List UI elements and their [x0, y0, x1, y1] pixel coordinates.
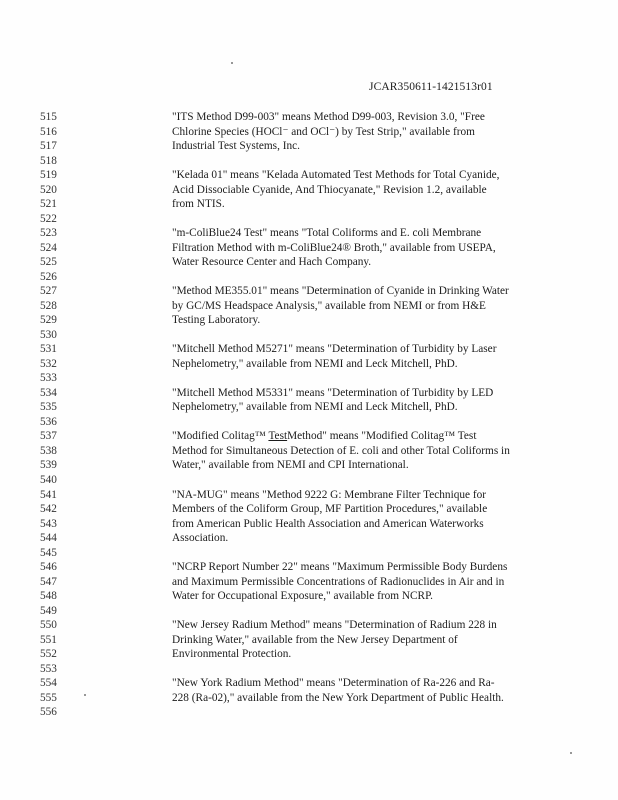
line-text: 228 (Ra-02)," available from the New York Department of Public Health.	[172, 691, 504, 704]
document-line	[0, 313, 618, 327]
line-number: 522	[40, 212, 57, 225]
line-text: Members of the Coliform Group, MF Partition Procedures," available	[172, 503, 488, 516]
document-line	[0, 618, 618, 632]
line-number: 551	[40, 633, 57, 646]
line-number: 515	[40, 111, 57, 123]
line-number: 527	[40, 285, 57, 298]
document-line	[0, 647, 618, 661]
document-id: JCAR350611-1421513r01	[369, 81, 493, 93]
line-text: Filtration Method with m-ColiBlue24® Broth," available from USEPA,	[172, 241, 496, 254]
line-text: Industrial Test Systems, Inc.	[172, 140, 300, 153]
line-number: 528	[40, 299, 57, 312]
document-line	[0, 691, 618, 705]
line-number: 552	[40, 648, 57, 661]
line-text: "New York Radium Method" means "Determination of Ra-226 and Ra-	[172, 677, 495, 690]
document-line	[0, 255, 618, 269]
document-line	[0, 299, 618, 313]
document-line	[0, 241, 618, 255]
line-text: Chlorine Species (HOCl⁻ and OCl⁻) by Test Strip," available from	[172, 125, 475, 138]
line-text: from NTIS.	[172, 198, 225, 211]
line-text: Water for Occupational Exposure," available from NCRP.	[172, 590, 433, 603]
line-text: "Method ME355.01" means "Determination of Cyanide in Drinking Water	[172, 285, 509, 298]
line-number: 543	[40, 517, 57, 530]
line-number: 542	[40, 503, 57, 516]
document-line	[0, 357, 618, 371]
line-text: by GC/MS Headspace Analysis," available from NEMI or from H&E	[172, 299, 486, 312]
line-number: 530	[40, 328, 57, 341]
line-number: 556	[40, 706, 57, 719]
line-text: Nephelometry," available from NEMI and Leck Mitchell, PhD.	[172, 357, 458, 370]
line-number: 518	[40, 154, 57, 167]
line-number: 523	[40, 227, 57, 240]
line-number: 535	[40, 401, 57, 414]
line-number: 517	[40, 140, 57, 153]
line-number: 541	[40, 488, 57, 501]
document-line	[0, 546, 618, 560]
scan-speck	[570, 752, 572, 754]
line-text: "m-ColiBlue24 Test" means "Total Coliforms and E. coli Membrane	[172, 227, 482, 240]
document-line	[0, 488, 618, 502]
document-line	[0, 429, 618, 443]
document-line	[0, 676, 618, 690]
line-text: "New Jersey Radium Method" means "Determination of Radium 228 in	[172, 619, 497, 632]
line-number: 553	[40, 662, 57, 675]
text-segment: "Modified Colitag™	[172, 430, 269, 443]
line-number: 549	[40, 604, 57, 617]
line-number: 550	[40, 619, 57, 632]
line-number: 532	[40, 357, 57, 370]
line-text: Environmental Protection.	[172, 648, 292, 661]
document-line	[0, 386, 618, 400]
line-text: Method for Simultaneous Detection of E. coli and other Total Coliforms in	[172, 444, 510, 457]
line-text: Water," available from NEMI and CPI International.	[172, 459, 409, 472]
document-line	[0, 139, 618, 153]
document-line	[0, 226, 618, 240]
document-line	[0, 197, 618, 211]
document-line	[0, 110, 618, 124]
line-number: 539	[40, 459, 57, 472]
line-number: 540	[40, 474, 57, 486]
document-line	[0, 183, 618, 197]
line-number: 546	[40, 561, 57, 574]
line-number: 520	[40, 183, 57, 196]
line-number: 545	[40, 546, 57, 559]
document-line	[0, 575, 618, 589]
line-text	[172, 429, 476, 443]
document-line	[0, 212, 618, 226]
line-text: "Kelada 01" means "Kelada Automated Test Methods for Total Cyanide,	[172, 169, 500, 182]
document-line	[0, 400, 618, 414]
line-number: 544	[40, 532, 57, 545]
document-line	[0, 604, 618, 618]
line-number: 516	[40, 125, 57, 138]
line-text: "NCRP Report Number 22" means "Maximum Permissible Body Burdens	[172, 561, 508, 574]
line-number: 548	[40, 590, 57, 603]
document-line	[0, 560, 618, 574]
scan-speck	[84, 694, 86, 696]
line-text: Testing Laboratory.	[172, 314, 261, 327]
document-line	[0, 125, 618, 139]
document-line	[0, 415, 618, 429]
document-line	[0, 371, 618, 385]
document-line	[0, 633, 618, 647]
document-line	[0, 589, 618, 603]
line-number: 525	[40, 256, 57, 269]
line-number: 519	[40, 169, 57, 182]
line-number: 524	[40, 241, 57, 254]
line-number: 538	[40, 444, 57, 457]
line-number: 536	[40, 415, 57, 428]
line-number: 547	[40, 575, 57, 588]
document-line	[0, 328, 618, 342]
underlined-text: Test	[268, 430, 288, 443]
document-line	[0, 517, 618, 531]
line-text: Nephelometry," available from NEMI and Leck Mitchell, PhD.	[172, 401, 458, 414]
line-number: 521	[40, 198, 57, 211]
line-text: from American Public Health Association and American Waterworks	[172, 517, 484, 530]
line-number: 526	[40, 270, 57, 283]
line-number: 529	[40, 314, 57, 327]
text-segment: Method" means "Modified Colitag™ Test	[287, 430, 477, 443]
line-number: 534	[40, 386, 57, 399]
line-number: 531	[40, 343, 57, 356]
document-line	[0, 342, 618, 356]
document-line	[0, 168, 618, 182]
line-text: Drinking Water," available from the New Jersey Department of	[172, 633, 458, 646]
document-line	[0, 662, 618, 676]
line-text: "NA-MUG" means "Method 9222 G: Membrane Filter Technique for	[172, 488, 487, 501]
line-text: "Mitchell Method M5331" means "Determination of Turbidity by LED	[172, 386, 494, 399]
line-text: and Maximum Permissible Concentrations of Radionuclides in Air and in	[172, 575, 505, 588]
document-line	[0, 284, 618, 298]
document-line	[0, 154, 618, 168]
document-line	[0, 531, 618, 545]
line-text: "Mitchell Method M5271" means "Determination of Turbidity by Laser	[172, 343, 497, 356]
document-line	[0, 270, 618, 284]
document-line	[0, 502, 618, 516]
line-text: Association.	[172, 532, 229, 545]
line-number: 537	[40, 430, 57, 443]
line-number: 555	[40, 691, 57, 704]
document-line	[0, 473, 618, 487]
document-line	[0, 705, 618, 719]
line-text: "ITS Method D99-003" means Method D99-003, Revision 3.0, "Free	[172, 111, 485, 123]
document-line	[0, 458, 618, 472]
line-number: 554	[40, 677, 57, 690]
line-text: Acid Dissociable Cyanide, And Thiocyanate," Revision 1.2, available	[172, 183, 487, 196]
document-line	[0, 444, 618, 458]
line-number: 533	[40, 372, 57, 385]
scan-speck	[231, 62, 233, 64]
line-text: Water Resource Center and Hach Company.	[172, 256, 372, 269]
